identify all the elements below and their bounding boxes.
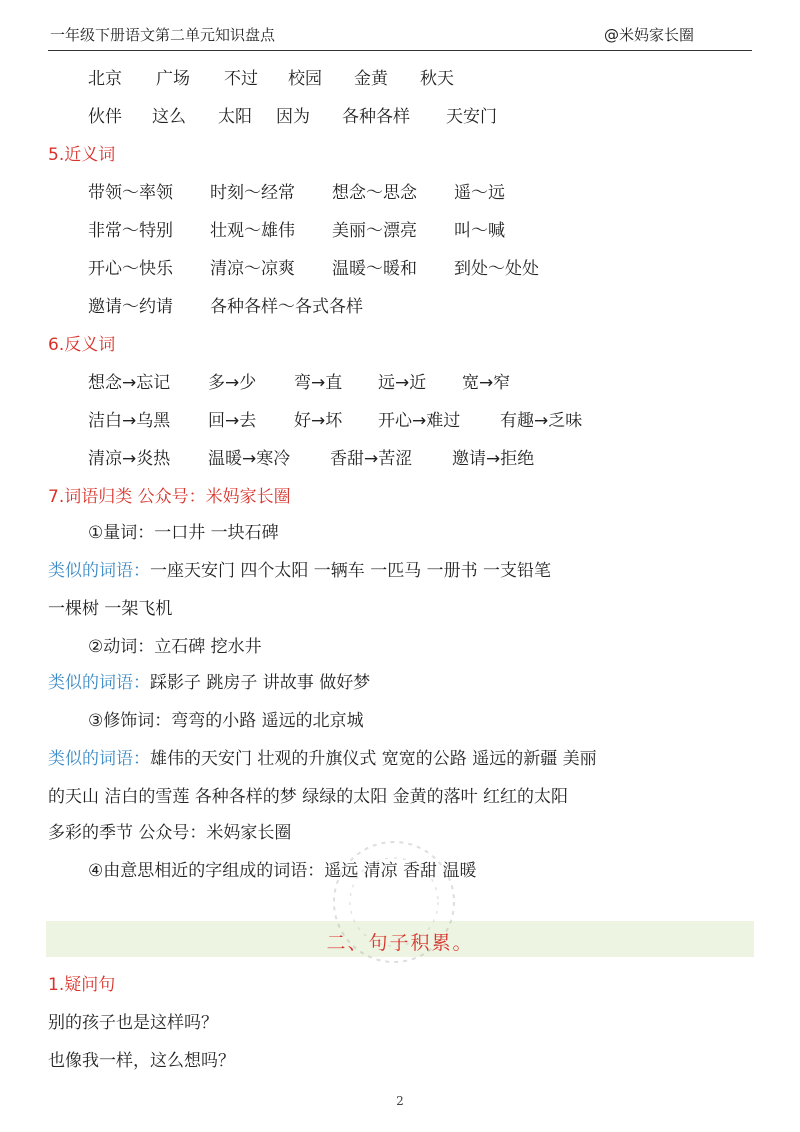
word-item: 校园 (288, 69, 322, 89)
word-item: 广场 (156, 69, 190, 89)
antonym-pair: 香甜→苦涩 (330, 449, 413, 469)
antonym-row (88, 372, 510, 394)
word-item: 伙伴 (88, 107, 122, 127)
synonym-pair: 各种各样～各式各样 (210, 297, 363, 317)
synonym-row (88, 220, 505, 242)
antonym-row (88, 410, 582, 432)
similar-label: 类似的词语： (48, 673, 150, 693)
antonym-pair: 想念→忘记 (88, 373, 171, 393)
similar-row (48, 748, 597, 770)
similar-words: 一座天安门 四个太阳 一辆车 一匹马 一册书 一支铅笔 (150, 561, 552, 581)
page-number: 2 (396, 1094, 404, 1108)
synonym-pair: 非常～特别 (88, 221, 173, 241)
page-header (48, 22, 752, 51)
word-row-1 (88, 68, 454, 90)
synonym-row (88, 296, 363, 318)
header-author: @米妈家长圈 (603, 26, 694, 44)
question-sentence: 别的孩子也是这样吗？ (48, 1013, 218, 1033)
word-item: 不过 (224, 69, 258, 89)
antonyms-heading: 6.反义词 (48, 335, 116, 355)
synonym-row (88, 258, 539, 280)
item-verbs: ②动词：立石碑 挖水井 (88, 637, 262, 657)
similar-label: 类似的词语： (48, 749, 150, 769)
synonym-pair: 时刻～经常 (210, 183, 295, 203)
section-band (46, 921, 754, 957)
antonym-pair: 温暖→寒冷 (208, 449, 291, 469)
synonym-pair: 美丽～漂亮 (332, 221, 417, 241)
word-item: 秋天 (420, 69, 454, 89)
header-title: 一年级下册语文第二单元知识盘点 (50, 26, 276, 44)
synonym-pair: 带领～率领 (88, 183, 173, 203)
antonym-pair: 洁白→乌黑 (88, 411, 171, 431)
antonym-pair: 好→坏 (294, 411, 343, 431)
word-item: 各种各样 (342, 107, 410, 127)
antonym-pair: 多→少 (208, 373, 257, 393)
antonym-pair: 邀请→拒绝 (452, 449, 535, 469)
antonym-pair: 宽→窄 (462, 373, 511, 393)
synonym-pair: 壮观～雄伟 (210, 221, 295, 241)
antonym-row (88, 448, 534, 470)
synonym-pair: 清凉～凉爽 (210, 259, 295, 279)
word-item: 北京 (88, 69, 122, 89)
antonym-pair: 清凉→炎热 (88, 449, 171, 469)
similar-words: 雄伟的天安门 壮观的升旗仪式 宽宽的公路 遥远的新疆 美丽 (150, 749, 597, 769)
classification-heading: 7.词语归类 公众号：米妈家长圈 (48, 487, 291, 507)
similar-words: 踩影子 跳房子 讲故事 做好梦 (150, 673, 371, 693)
synonym-pair: 想念～思念 (332, 183, 417, 203)
antonym-pair: 弯→直 (294, 373, 343, 393)
question-heading: 1.疑问句 (48, 975, 116, 995)
similar-label: 类似的词语： (48, 561, 150, 581)
synonym-pair: 遥～远 (454, 183, 505, 203)
antonym-pair: 回→去 (208, 411, 257, 431)
similar-row-cont: 一棵树 一架飞机 (48, 599, 173, 619)
item-modifiers: ③修饰词：弯弯的小路 遥远的北京城 (88, 711, 364, 731)
synonym-pair: 到处～处处 (454, 259, 539, 279)
antonym-pair: 开心→难过 (378, 411, 461, 431)
similar-row-cont: 多彩的季节 公众号：米妈家长圈 (48, 823, 292, 843)
synonyms-heading: 5.近义词 (48, 145, 116, 165)
word-item: 天安门 (446, 107, 497, 127)
similar-row (48, 672, 370, 694)
question-sentence: 也像我一样，这么想吗？ (48, 1051, 235, 1071)
antonym-pair: 远→近 (378, 373, 427, 393)
synonym-pair: 开心～快乐 (88, 259, 173, 279)
synonym-row (88, 182, 505, 204)
word-item: 金黄 (354, 69, 388, 89)
word-row-2 (88, 106, 497, 128)
item-synonym-compounds: ④由意思相近的字组成的词语：遥远 清凉 香甜 温暖 (88, 861, 477, 881)
synonym-pair: 邀请～约请 (88, 297, 173, 317)
similar-row (48, 560, 551, 582)
antonym-pair: 有趣→乏味 (500, 411, 583, 431)
word-item: 太阳 (218, 107, 252, 127)
word-item: 这么 (152, 107, 186, 127)
section-title: 二、句子积累。 (326, 932, 474, 954)
synonym-pair: 温暖～暖和 (332, 259, 417, 279)
word-item: 因为 (276, 107, 310, 127)
item-measure-words: ①量词：一口井 一块石碑 (88, 523, 279, 543)
similar-row-cont: 的天山 洁白的雪莲 各种各样的梦 绿绿的太阳 金黄的落叶 红红的太阳 (48, 787, 569, 807)
synonym-pair: 叫～喊 (454, 221, 505, 241)
